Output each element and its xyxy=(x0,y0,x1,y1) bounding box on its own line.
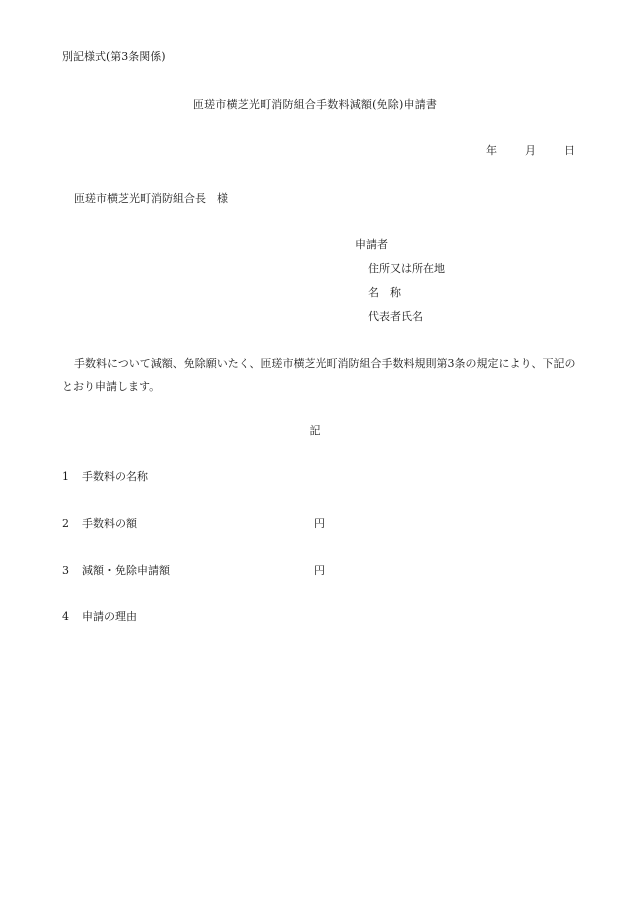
applicant-address-label: 住所又は所在地 xyxy=(368,262,445,275)
item-number: 2 xyxy=(62,517,69,530)
item-label: 減額・免除申請額 xyxy=(82,564,170,577)
fee-amount-yen-unit: 円 xyxy=(314,517,325,530)
item-number: 1 xyxy=(62,470,69,483)
form-number-label: 別記様式(第3条関係) xyxy=(62,50,166,63)
item-label: 手数料の名称 xyxy=(82,470,148,483)
applicant-heading: 申請者 xyxy=(355,238,388,251)
applicant-representative-label: 代表者氏名 xyxy=(368,310,423,323)
item-fee-name xyxy=(62,470,148,484)
applicant-name-label: 名 称 xyxy=(368,286,401,299)
item-number: 3 xyxy=(62,564,69,577)
ki-heading: 記 xyxy=(309,424,321,437)
request-body-text: 手数料について減額、免除願いたく、匝瑳市横芝光町消防組合手数料規則第3条の規定により、下記のとおり申請します。 xyxy=(62,357,576,393)
item-reduction-amount xyxy=(62,564,170,578)
date-line xyxy=(486,144,575,158)
document-title: 匝瑳市横芝光町消防組合手数料減額(免除)申請書 xyxy=(192,98,438,111)
date-day-label: 日 xyxy=(564,144,575,157)
reduction-amount-yen-unit: 円 xyxy=(314,564,325,577)
item-reason xyxy=(62,610,137,624)
item-number: 4 xyxy=(62,610,69,623)
item-label: 手数料の額 xyxy=(82,517,137,530)
item-fee-amount xyxy=(62,517,137,531)
addressee: 匝瑳市横芝光町消防組合長 様 xyxy=(74,192,228,205)
date-month-label: 月 xyxy=(525,144,536,157)
date-year-label: 年 xyxy=(486,144,497,157)
item-label: 申請の理由 xyxy=(82,610,137,623)
